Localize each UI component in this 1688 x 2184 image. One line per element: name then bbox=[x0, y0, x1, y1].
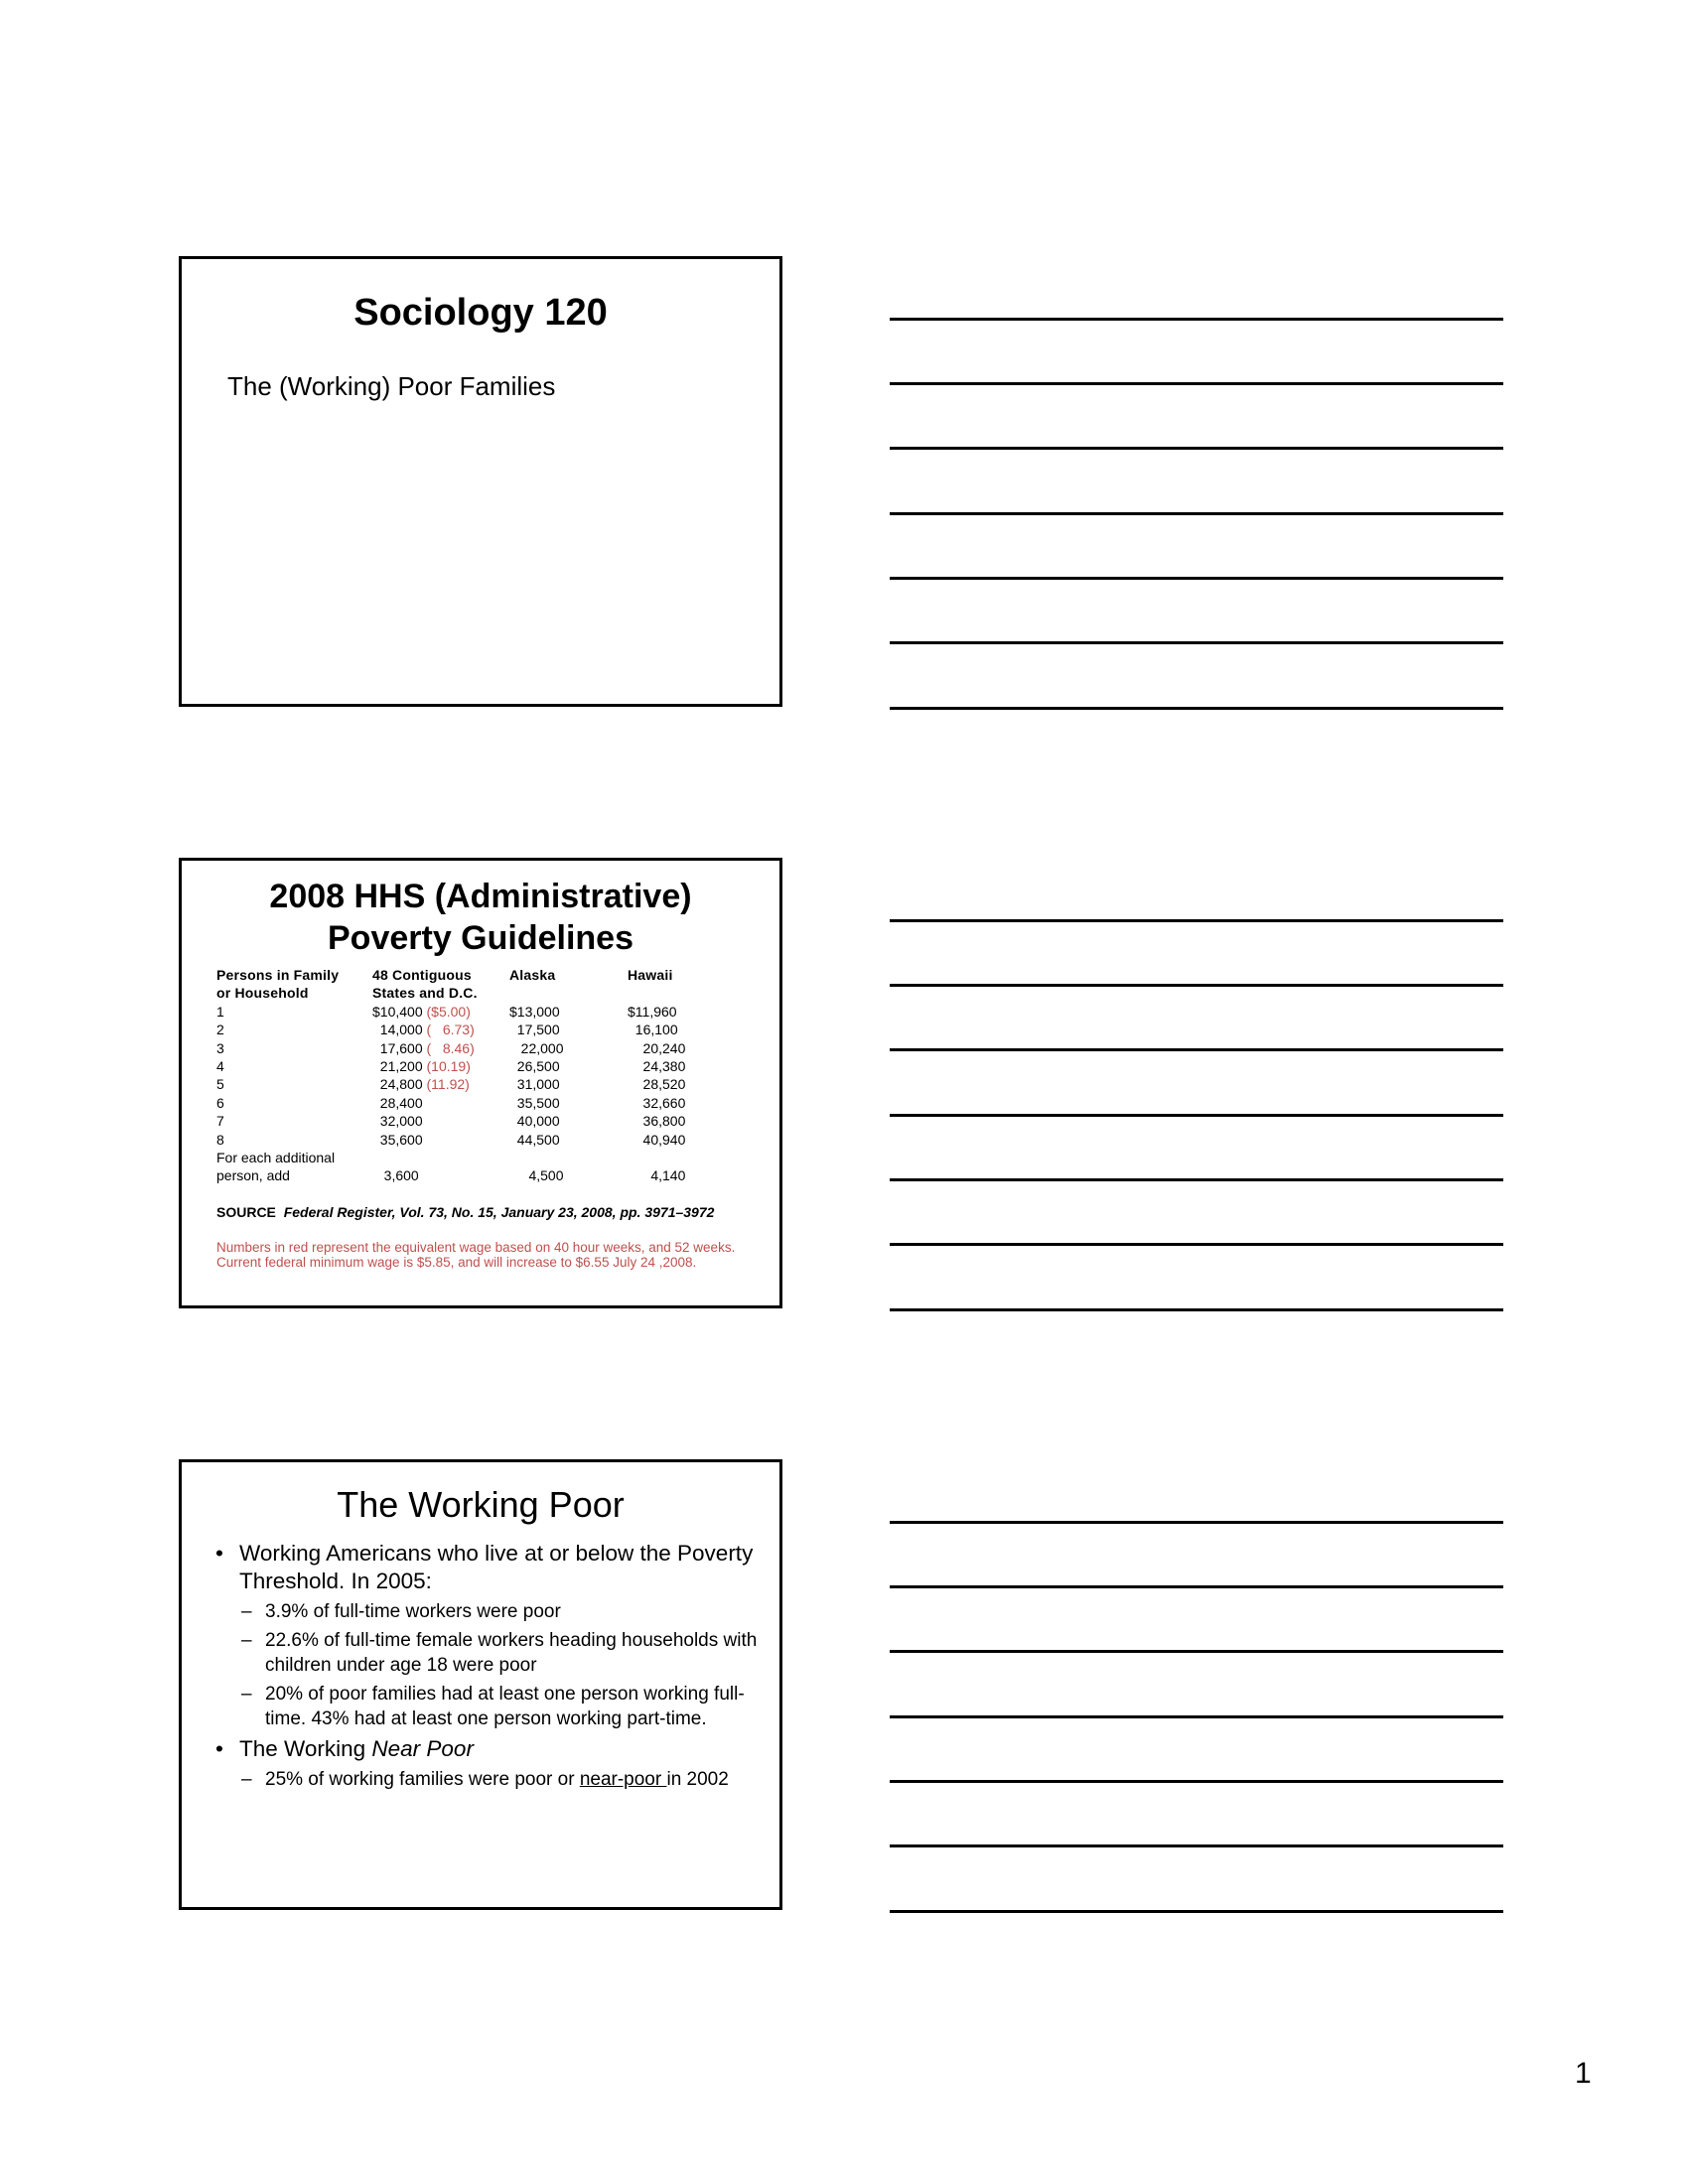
source-citation bbox=[216, 1205, 753, 1220]
note-line bbox=[890, 1308, 1503, 1311]
empty-cell bbox=[509, 1149, 628, 1166]
slide-2-poverty-guidelines bbox=[179, 858, 782, 1308]
wage-note: Numbers in red represent the equivalent wage based on 40 hour weeks, and 52 weeks. Current federal minimum wage is $5.85, and will increase to $6.55 July 24 ,2008. bbox=[216, 1240, 736, 1270]
note-line bbox=[890, 1780, 1503, 1783]
table-row bbox=[216, 1149, 707, 1166]
alaska-cell: 26,500 bbox=[509, 1058, 560, 1075]
bullet-text-italic: Near Poor bbox=[371, 1736, 474, 1761]
hawaii-cell: 32,660 bbox=[628, 1094, 686, 1111]
poverty-guidelines-table bbox=[216, 966, 707, 1185]
note-line bbox=[890, 1844, 1503, 1847]
slide-title-line2: Poverty Guidelines bbox=[328, 919, 633, 957]
hawaii-cell: 20,240 bbox=[628, 1039, 686, 1056]
note-line bbox=[890, 1178, 1503, 1181]
contiguous-cell bbox=[372, 1131, 509, 1149]
bullet-text: Working Americans who live at or below the Poverty Threshold. In 2005: bbox=[239, 1541, 754, 1593]
contiguous-cell bbox=[372, 1075, 509, 1093]
table-header-row bbox=[216, 966, 707, 984]
note-line bbox=[890, 447, 1503, 450]
note-line bbox=[890, 919, 1503, 922]
column-header: or Household bbox=[216, 985, 309, 1002]
wage-value: ( 6.73) bbox=[422, 1022, 475, 1038]
contiguous-value: 24,800 bbox=[372, 1076, 423, 1093]
sub-bullet-text: 20% of poor families had at least one person working full-time. 43% had at least one person working part-time. bbox=[265, 1684, 745, 1729]
source-text: Federal Register, Vol. 73, No. 15, January 23, 2008, pp. 3971–3972 bbox=[283, 1204, 715, 1220]
table-row bbox=[216, 1112, 707, 1130]
sub-bullet-text: in 2002 bbox=[666, 1769, 729, 1790]
note-line bbox=[890, 984, 1503, 987]
sub-bullet-item bbox=[215, 1682, 772, 1731]
empty-cell bbox=[628, 1149, 707, 1166]
table-row bbox=[216, 1057, 707, 1075]
slide-3-working-poor bbox=[179, 1459, 782, 1910]
note-line bbox=[890, 1048, 1503, 1051]
bullet-icon: • bbox=[215, 1736, 223, 1761]
wage-value: ( 8.46) bbox=[422, 1039, 475, 1056]
slide-subtitle: The (Working) Poor Families bbox=[227, 371, 556, 401]
table-row bbox=[216, 1075, 707, 1093]
sub-bullet-item bbox=[215, 1599, 772, 1624]
table-header-row bbox=[216, 984, 707, 1002]
alaska-cell: 35,500 bbox=[509, 1094, 560, 1111]
contiguous-cell bbox=[372, 1039, 509, 1057]
alaska-cell: $13,000 bbox=[509, 1003, 560, 1020]
note-line bbox=[890, 318, 1503, 321]
contiguous-cell bbox=[372, 1112, 509, 1130]
table-row bbox=[216, 1039, 707, 1057]
wage-value: (11.92) bbox=[422, 1076, 470, 1093]
contiguous-cell bbox=[372, 1094, 509, 1112]
column-header: States and D.C. bbox=[372, 985, 478, 1002]
bullet-item bbox=[215, 1540, 772, 1595]
slide-title: Sociology 120 bbox=[353, 292, 608, 334]
note-line bbox=[890, 1910, 1503, 1913]
alaska-cell: 22,000 bbox=[509, 1039, 564, 1056]
page-number: 1 bbox=[1575, 2057, 1592, 2090]
contiguous-value: 32,000 bbox=[372, 1113, 423, 1130]
persons-cell: 8 bbox=[216, 1131, 224, 1148]
column-header: 48 Contiguous bbox=[372, 967, 472, 983]
contiguous-cell bbox=[372, 1057, 509, 1075]
dash-icon: – bbox=[241, 1769, 252, 1790]
column-header: Persons in Family bbox=[216, 967, 340, 983]
bullet-icon: • bbox=[215, 1541, 223, 1566]
note-line bbox=[890, 1243, 1503, 1246]
bullet-item bbox=[215, 1735, 772, 1763]
persons-cell: 2 bbox=[216, 1022, 224, 1038]
note-line bbox=[890, 1715, 1503, 1718]
sub-bullet-item bbox=[215, 1767, 772, 1792]
hawaii-cell: 16,100 bbox=[628, 1022, 678, 1038]
slide-title: The Working Poor bbox=[337, 1484, 625, 1525]
note-line bbox=[890, 1585, 1503, 1588]
note-line bbox=[890, 707, 1503, 710]
column-header: Alaska bbox=[509, 967, 556, 983]
contiguous-value: 21,200 bbox=[372, 1058, 423, 1075]
note-line bbox=[890, 641, 1503, 644]
dash-icon: – bbox=[241, 1630, 252, 1651]
persons-cell: 5 bbox=[216, 1076, 224, 1093]
contiguous-value: 14,000 bbox=[372, 1022, 423, 1038]
table-row bbox=[216, 1166, 707, 1184]
note-line bbox=[890, 1114, 1503, 1117]
sub-bullet-text: 22.6% of full-time female workers heading households with children under age 18 were poor bbox=[265, 1630, 758, 1676]
hawaii-cell: 24,380 bbox=[628, 1058, 686, 1075]
table-row bbox=[216, 1003, 707, 1021]
slide-title-line1: 2008 HHS (Administrative) bbox=[269, 878, 692, 915]
contiguous-value: $10,400 bbox=[372, 1003, 423, 1020]
sub-bullet-text: 3.9% of full-time workers were poor bbox=[265, 1601, 561, 1622]
table-row bbox=[216, 1131, 707, 1149]
additional-label: person, add bbox=[216, 1167, 290, 1184]
persons-cell: 1 bbox=[216, 1003, 224, 1020]
contiguous-value: 17,600 bbox=[372, 1039, 423, 1056]
persons-cell: 7 bbox=[216, 1113, 224, 1130]
near-poor-link[interactable]: near-poor bbox=[579, 1769, 667, 1790]
hawaii-cell: 28,520 bbox=[628, 1076, 686, 1093]
sub-bullet-item bbox=[215, 1628, 772, 1678]
dash-icon: – bbox=[241, 1684, 252, 1705]
alaska-cell: 17,500 bbox=[509, 1022, 560, 1038]
alaska-cell: 4,500 bbox=[509, 1167, 564, 1184]
column-header bbox=[509, 984, 628, 1002]
hawaii-cell: 40,940 bbox=[628, 1131, 686, 1148]
hawaii-cell: 36,800 bbox=[628, 1113, 686, 1130]
source-label: SOURCE bbox=[216, 1204, 276, 1220]
slide-title bbox=[182, 876, 779, 959]
empty-cell bbox=[372, 1149, 509, 1166]
note-line bbox=[890, 577, 1503, 580]
note-line bbox=[890, 382, 1503, 385]
table-row bbox=[216, 1021, 707, 1038]
wage-value: (10.19) bbox=[422, 1058, 471, 1075]
alaska-cell: 40,000 bbox=[509, 1113, 560, 1130]
additional-label: For each additional bbox=[216, 1150, 336, 1166]
hawaii-cell: $11,960 bbox=[628, 1003, 677, 1020]
contiguous-value: 35,600 bbox=[372, 1131, 423, 1148]
persons-cell: 3 bbox=[216, 1039, 224, 1056]
column-header: Hawaii bbox=[628, 967, 673, 983]
wage-value: ($5.00) bbox=[422, 1003, 471, 1020]
bullet-text: The Working bbox=[239, 1736, 372, 1761]
dash-icon: – bbox=[241, 1601, 252, 1622]
hawaii-cell: 4,140 bbox=[628, 1167, 686, 1184]
alaska-cell: 31,000 bbox=[509, 1076, 560, 1093]
note-line bbox=[890, 1650, 1503, 1653]
column-header bbox=[628, 984, 707, 1002]
contiguous-cell bbox=[372, 1021, 509, 1038]
sub-bullet-text: 25% of working families were poor or bbox=[265, 1769, 580, 1790]
contiguous-value: 28,400 bbox=[372, 1094, 423, 1111]
note-line bbox=[890, 512, 1503, 515]
slide-1-title bbox=[179, 256, 782, 707]
note-line bbox=[890, 1521, 1503, 1524]
alaska-cell: 44,500 bbox=[509, 1131, 560, 1148]
table-row bbox=[216, 1094, 707, 1112]
bullet-list bbox=[215, 1540, 772, 1796]
contiguous-cell: 3,600 bbox=[372, 1167, 419, 1184]
contiguous-cell bbox=[372, 1003, 509, 1021]
persons-cell: 6 bbox=[216, 1094, 224, 1111]
persons-cell: 4 bbox=[216, 1058, 224, 1075]
